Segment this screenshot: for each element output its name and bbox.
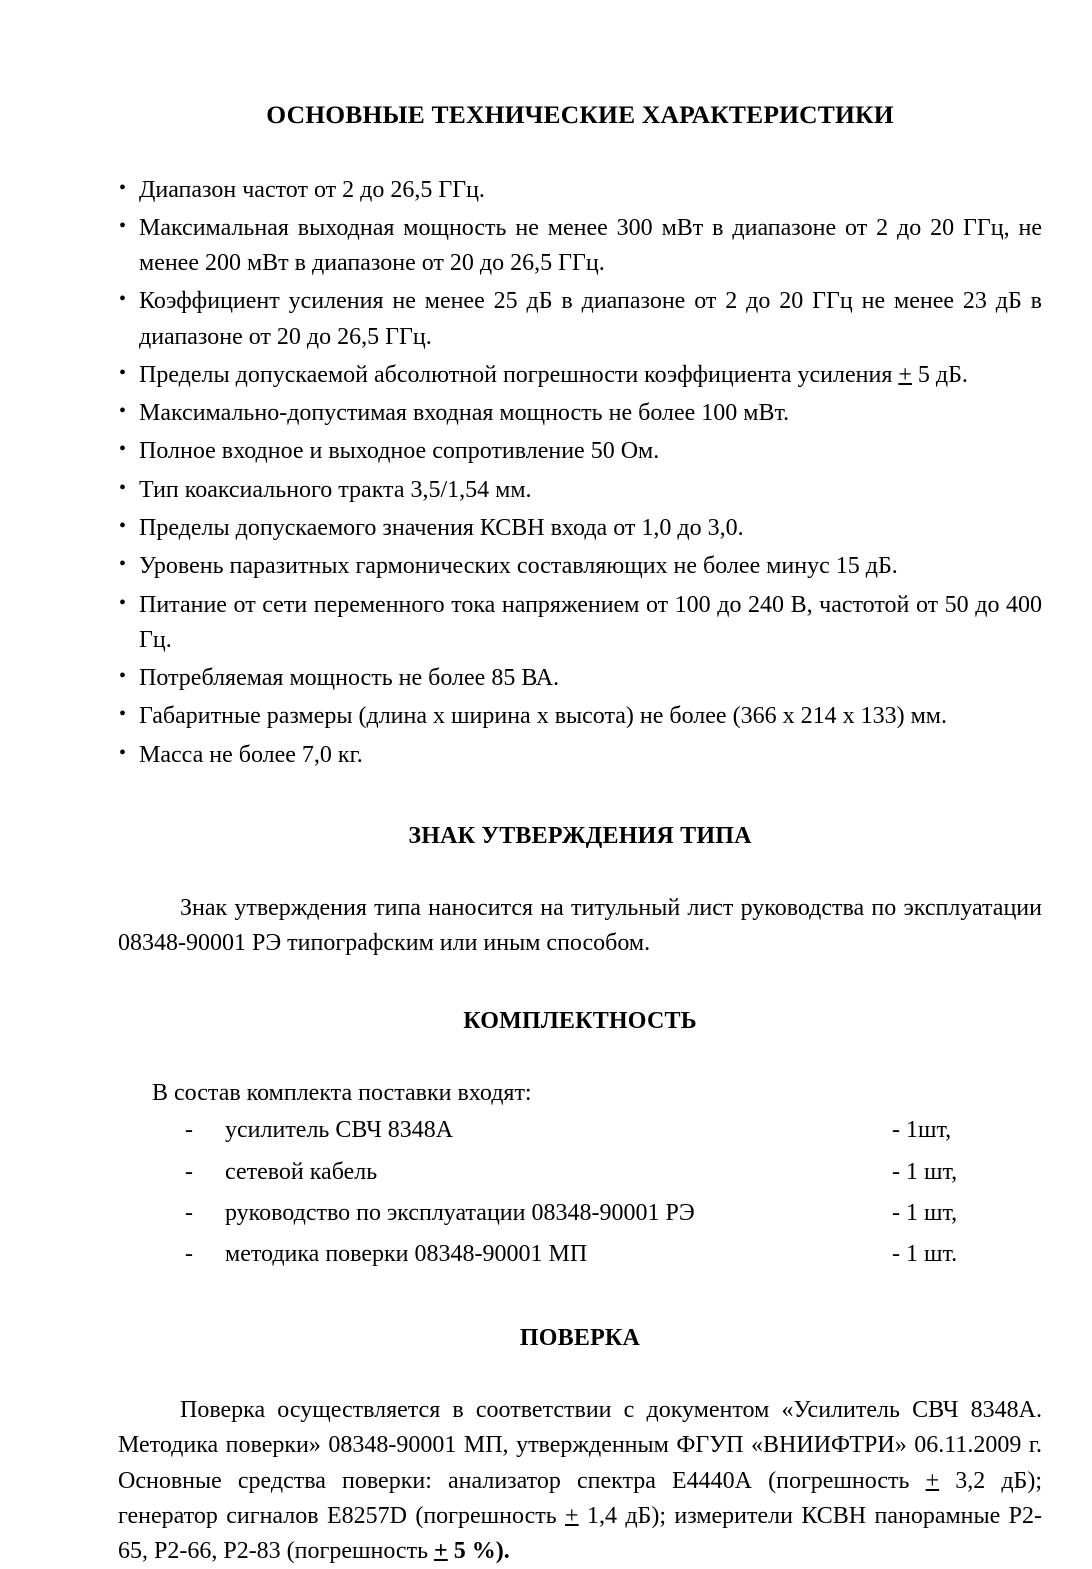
spec-text: Коэффициент усиления не менее 25 дБ в диапазоне от 2 до 20 ГГц не менее 23 дБ в диапазоне от 20 до 26,5 ГГц. <box>139 288 1042 350</box>
kit-item-name: руководство по эксплуатации 08348-90001 РЭ <box>225 1199 695 1226</box>
verification-text-3: 1,4 дБ); измерители КСВН панорамные Р2-65, Р2-66, Р2-83 (погрешность <box>118 1502 1042 1565</box>
spec-item-frequency-range <box>118 173 1042 208</box>
spacer <box>118 776 1042 822</box>
spec-text: Максимальная выходная мощность не менее 300 мВт в диапазоне от 2 до 20 ГГц, не менее 200 мВт в диапазоне от 20 до 26,5 ГГц. <box>139 214 1042 277</box>
kit-dash: - <box>185 1241 193 1268</box>
kit-item-qty: - 1шт, <box>892 1117 952 1144</box>
page-content <box>118 100 1042 1569</box>
verification-text-4: 5 %). <box>447 1538 510 1565</box>
kit-item-qty: - 1 шт. <box>892 1241 958 1268</box>
spec-item-vswr <box>118 511 1042 546</box>
spec-text-suffix: 5 дБ. <box>911 361 968 388</box>
spec-item-max-input-power <box>118 396 1042 431</box>
spec-item-mass <box>118 738 1042 773</box>
spec-item-gain-tolerance <box>118 358 1042 393</box>
spacer <box>118 961 1042 1007</box>
spec-item-mains-supply <box>118 588 1042 659</box>
verification-text-2: 3,2 дБ); генератор сигналов Е8257D (погрешность <box>118 1467 1042 1529</box>
spec-item-output-power <box>118 211 1042 282</box>
kit-item-qty: - 1 шт, <box>892 1158 958 1185</box>
plus-minus-symbol: + <box>925 1467 940 1494</box>
spec-text: Габаритные размеры (длина х ширина х высота) не более (366 х 214 х 133) мм. <box>139 703 947 730</box>
kit-intro-text: В состав комплекта поставки входят: <box>152 1079 532 1106</box>
spec-text: Масса не более 7,0 кг. <box>139 741 363 768</box>
section-heading-type-approval: ЗНАК УТВЕРЖДЕНИЯ ТИПА <box>408 822 752 849</box>
spec-item-harmonics <box>118 549 1042 584</box>
spec-text: Питание от сети переменного тока напряжением от 100 до 240 В, частотой от 50 до 400 Гц. <box>139 591 1042 653</box>
spec-item-dimensions <box>118 699 1042 734</box>
spec-text: Уровень паразитных гармонических составляющих не более минус 15 дБ. <box>139 553 898 580</box>
spec-item-gain <box>118 284 1042 355</box>
kit-item-name: сетевой кабель <box>225 1158 378 1185</box>
plus-minus-symbol: + <box>565 1502 579 1529</box>
spec-text: Потребляемая мощность не более 85 ВА. <box>139 665 560 692</box>
kit-dash: - <box>185 1158 193 1185</box>
page-title: ОСНОВНЫЕ ТЕХНИЧЕСКИЕ ХАРАКТЕРИСТИКИ <box>266 100 894 129</box>
kit-items-table <box>118 1113 1042 1278</box>
table-row <box>118 1196 1042 1237</box>
table-row <box>118 1237 1042 1278</box>
plus-minus-symbol: + <box>434 1538 448 1565</box>
section-heading-verification: ПОВЕРКА <box>519 1325 641 1352</box>
spec-item-coaxial-type <box>118 473 1042 508</box>
spec-item-power-consumption <box>118 661 1042 696</box>
spec-text: Полное входное и выходное сопротивление 50 Ом. <box>139 438 660 465</box>
kit-item-qty: - 1 шт, <box>892 1199 958 1226</box>
spec-text: Пределы допускаемого значения КСВН входа от 1,0 до 3,0. <box>139 514 744 541</box>
spec-text: Тип коаксиального тракта 3,5/1,54 мм. <box>139 476 532 503</box>
spec-item-impedance <box>118 434 1042 469</box>
spacer <box>118 1353 1042 1393</box>
kit-dash: - <box>185 1117 193 1144</box>
spacer <box>118 1278 1042 1324</box>
kit-item-name: усилитель СВЧ 8348А <box>225 1117 454 1144</box>
spacer <box>118 851 1042 891</box>
section-heading-kit: КОМПЛЕКТНОСТЬ <box>463 1008 697 1035</box>
type-approval-paragraph: Знак утверждения типа наносится на титульный лист руководства по эксплуатации 08348-90001 РЭ типографским или иным способом. <box>118 894 1042 956</box>
verification-paragraph <box>118 1393 1042 1569</box>
specifications-list <box>118 173 1042 773</box>
verification-text-1: Поверка осуществляется в соответствии с документом «Усилитель СВЧ 8348А. Методика поверки» 08348-90001 МП, утвержденным ФГУП «ВНИИФТРИ» 06.11.2009 г. Основные средства поверки: анализатор спектра Е4440А (погрешность <box>118 1397 1042 1494</box>
table-row <box>118 1155 1042 1196</box>
spec-text-prefix: Пределы допускаемой абсолютной погрешности коэффициента усиления <box>139 361 899 388</box>
plus-minus-symbol: + <box>898 361 912 388</box>
table-row <box>118 1113 1042 1154</box>
spec-text: Максимально-допустимая входная мощность не более 100 мВт. <box>139 400 790 427</box>
kit-dash: - <box>185 1199 193 1226</box>
spacer <box>118 1036 1042 1076</box>
spec-text: Диапазон частот от 2 до 26,5 ГГц. <box>139 176 485 203</box>
kit-item-name: методика поверки 08348-90001 МП <box>225 1241 588 1268</box>
